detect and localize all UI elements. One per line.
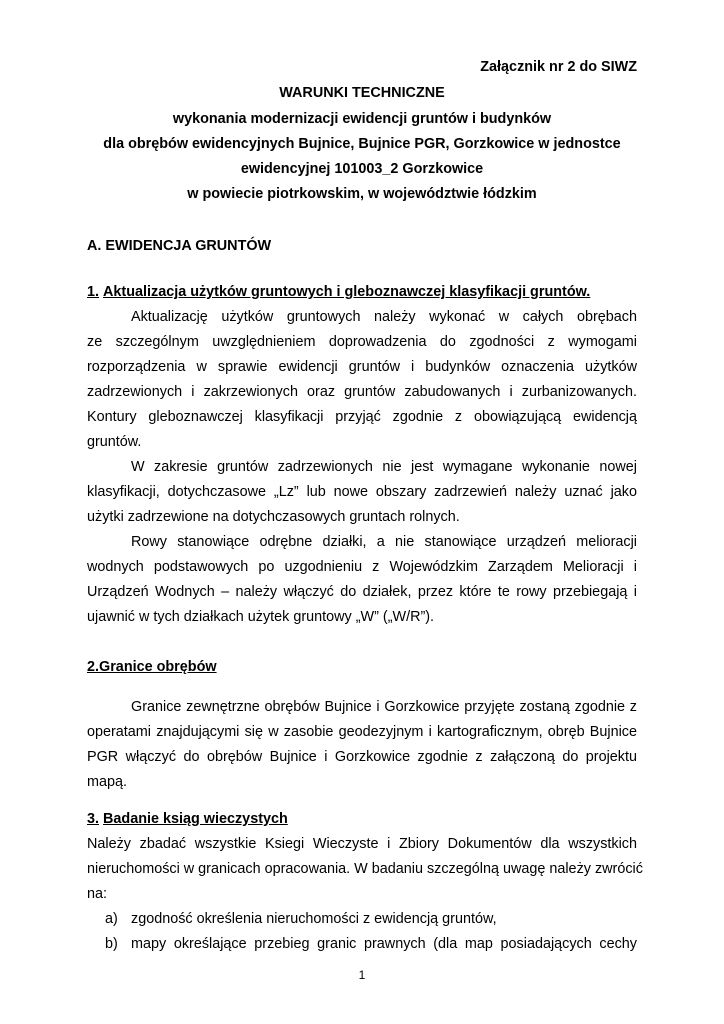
section-2-number: 2.	[87, 659, 100, 675]
paragraph-line: wodnych podstawowych po uzgodnieniu z Wojewódzkim Zarządem Melioracji i	[87, 559, 637, 575]
section-3-heading	[87, 810, 288, 828]
document-title: WARUNKI TECHNICZNE	[279, 85, 445, 101]
section-3-title: Badanie ksiąg wieczystych	[103, 811, 288, 827]
section-1-heading	[87, 283, 590, 301]
section-1-number: 1.	[87, 284, 100, 300]
paragraph-line: mapą.	[87, 774, 127, 790]
subtitle-line: dla obrębów ewidencyjnych Bujnice, Bujnice PGR, Gorzkowice w jednostce	[103, 136, 621, 152]
paragraph-line: rozporządzenia w sprawie ewidencji gruntów i budynków oznaczenia użytków	[87, 359, 637, 375]
paragraph-line: Granice zewnętrzne obrębów Bujnice i Gorzkowice przyjęte zostaną zgodnie z	[131, 699, 637, 715]
subtitle-line: w powiecie piotrkowskim, w województwie łódzkim	[187, 186, 537, 202]
section-2-heading	[87, 658, 217, 676]
list-item-text: mapy określające przebieg granic prawnych (dla map posiadających cechy	[131, 936, 637, 952]
attachment-label: Załącznik nr 2 do SIWZ	[480, 59, 637, 75]
paragraph-line: na:	[87, 886, 108, 902]
paragraph-line: gruntów.	[87, 434, 142, 450]
section-1-title: Aktualizacja użytków gruntowych i gleboznawczej klasyfikacji gruntów.	[103, 284, 591, 300]
list-item-label: a)	[105, 911, 118, 927]
list-item-text: zgodność określenia nieruchomości z ewidencją gruntów,	[131, 911, 497, 927]
paragraph-line: operatami znajdującymi się w zasobie geodezyjnym i kartograficznym, obręb Bujnice	[87, 724, 637, 740]
subtitle-line: ewidencyjnej 101003_2 Gorzkowice	[240, 161, 484, 177]
list-item-label: b)	[105, 936, 118, 952]
paragraph-line: klasyfikacji, dotychczasowe „Lz” lub nowe obszary zadrzewień należy uznać jako	[87, 484, 637, 500]
paragraph-line: Urządzeń Wodnych – należy włączyć do działek, przez które te rowy przebiegają i	[87, 584, 637, 600]
paragraph-line: PGR włączyć do obrębów Bujnice i Gorzkowice zgodnie z załączoną do projektu	[87, 749, 637, 765]
paragraph-line: użytki zadrzewione na dotychczasowych gruntach rolnych.	[87, 509, 460, 525]
paragraph-line: W zakresie gruntów zadrzewionych nie jest wymagane wykonanie nowej	[131, 459, 637, 475]
section-2-title: Granice obrębów	[99, 659, 217, 675]
paragraph-line: Aktualizację użytków gruntowych należy wykonać w całych obrębach	[131, 309, 637, 325]
page-number: 1	[358, 968, 366, 982]
paragraph-line: ze szczególnym uwzględnieniem doprowadzenia do zgodności z wymogami	[87, 334, 637, 350]
paragraph-line: Należy zbadać wszystkie Ksiegi Wieczyste i Zbiory Dokumentów dla wszystkich	[87, 836, 637, 852]
subtitle-line: wykonania modernizacji ewidencji gruntów i budynków	[172, 111, 552, 127]
list-item	[105, 910, 637, 928]
paragraph-line: Kontury gleboznawczej klasyfikacji przyjąć zgodnie z obowiązującą ewidencją	[87, 409, 637, 425]
paragraph-line: ujawnić w tych działkach użytek gruntowy „W” („W/R”).	[87, 609, 435, 625]
section-3-number: 3.	[87, 811, 100, 827]
paragraph-line: zadrzewionych i zakrzewionych oraz gruntów zabudowanych i zurbanizowanych.	[87, 384, 637, 400]
list-item	[105, 935, 637, 953]
section-a-heading: A. EWIDENCJA GRUNTÓW	[87, 238, 272, 254]
paragraph-line: nieruchomości w granicach opracowania. W badaniu szczególną uwagę należy zwrócić	[87, 861, 643, 877]
paragraph-line: Rowy stanowiące odrębne działki, a nie stanowiące urządzeń melioracji	[131, 534, 637, 550]
